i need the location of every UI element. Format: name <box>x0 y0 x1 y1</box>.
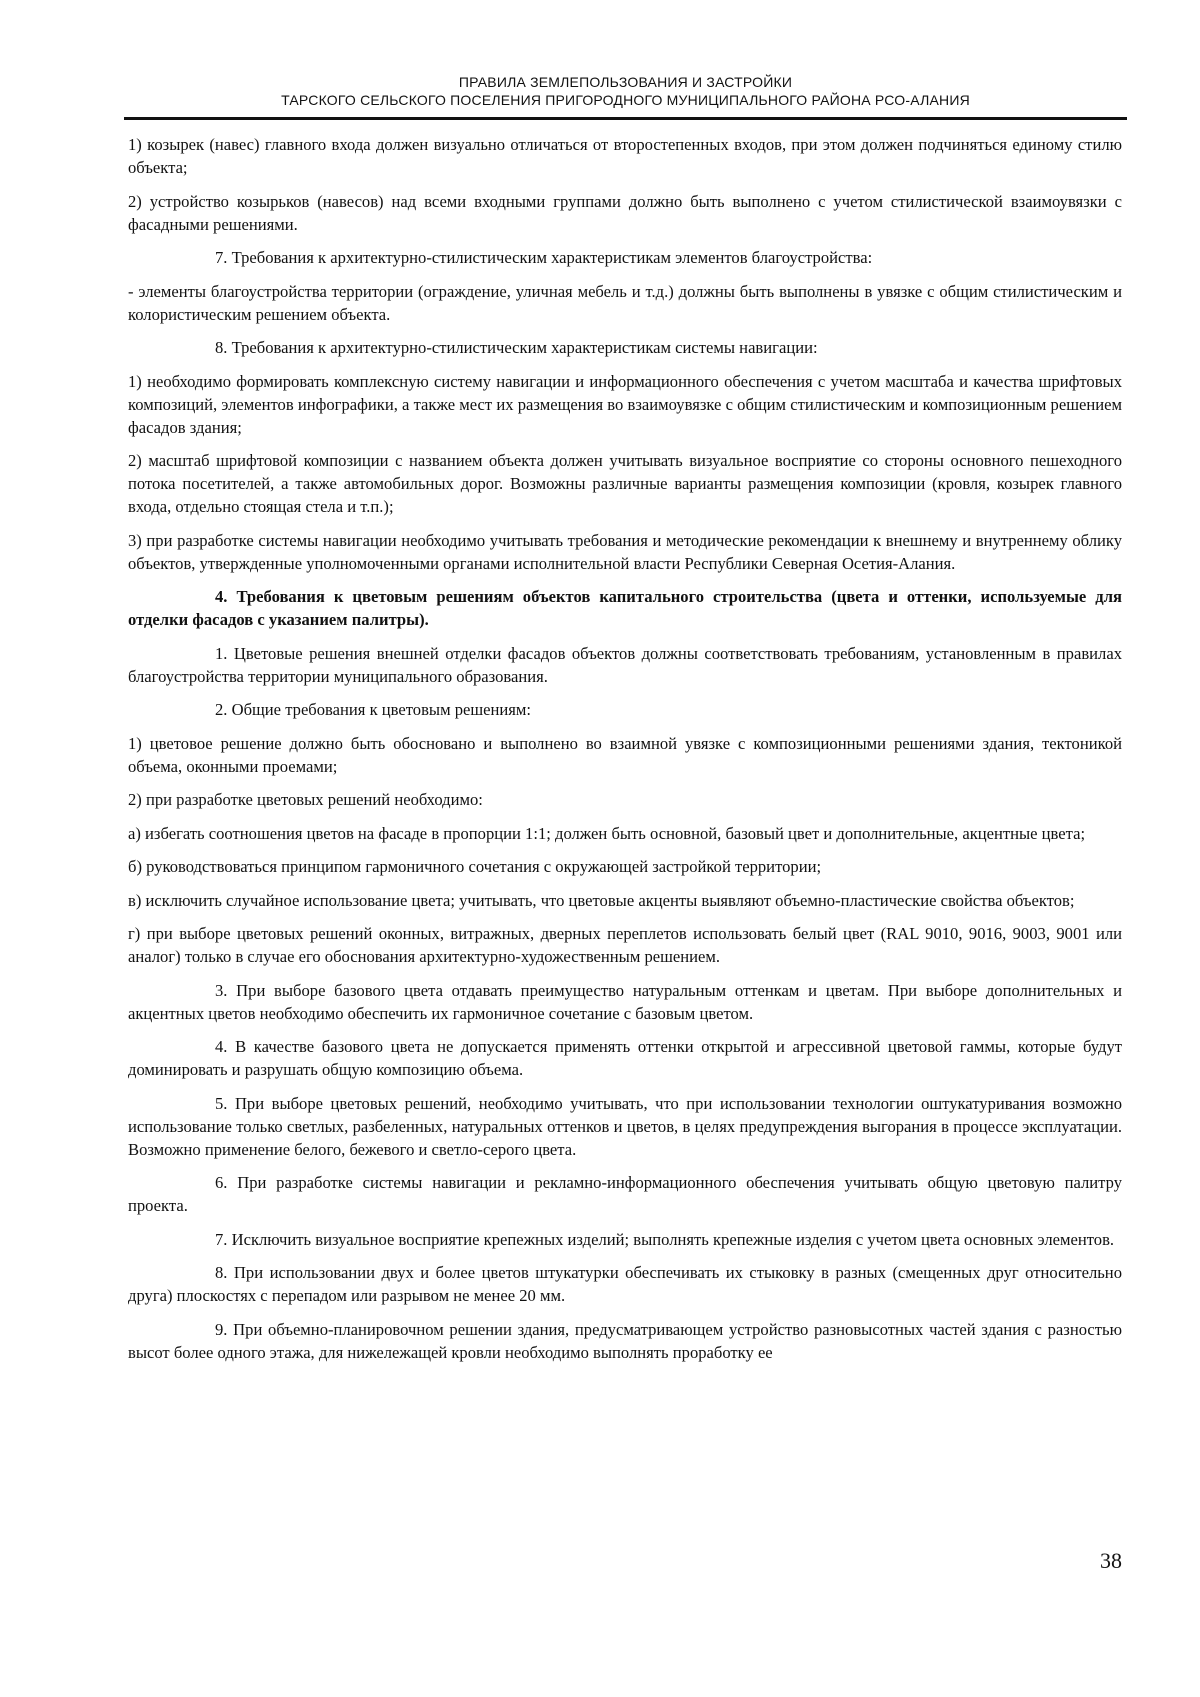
paragraph: а) избегать соотношения цветов на фасаде в пропорции 1:1; должен быть основной, базовый цвет и дополнительные, акцентные цвета; <box>128 823 1086 843</box>
paragraph: 3) при разработке системы навигации необходимо учитывать требования и методические рекомендации к внешнему и внутреннему облику объектов, утвержденные уполномоченными органами исполнительной власти Республики Северная Осетия-Алания. <box>128 530 1122 573</box>
paragraph: 7. Требования к архитектурно-стилистическим характеристикам элементов благоустройства: <box>215 248 873 267</box>
paragraph: 3. При выборе базового цвета отдавать преимущество натуральным оттенкам и цветам. При выборе дополнительных и акцентных цветов необходимо обеспечить их гармоничное сочетание с базовым цветом. <box>128 980 1122 1023</box>
header-title-line1: ПРАВИЛА ЗЕМЛЕПОЛЬЗОВАНИЯ И ЗАСТРОЙКИ <box>458 74 793 90</box>
paragraph: 1) необходимо формировать комплексную систему навигации и информационного обеспечения с учетом масштаба и качества шрифтовых композиций, элементов инфографики, а также мест их размещения во взаимоувязке с общим стилистическим и композиционным решением фасадов здания; <box>128 371 1122 437</box>
paragraph: 2) масштаб шрифтовой композиции с названием объекта должен учитывать визуальное восприятие со стороны основного пешеходного потока посетителей, а также автомобильных дорог. Возможны различные варианты размещения композиции (кровля, козырек главного входа, отдельно стоящая стела и т.п.); <box>128 451 1122 516</box>
paragraph: 6. При разработке системы навигации и рекламно-информационного обеспечения учитывать общую цветовую палитру проекта. <box>128 1173 1122 1215</box>
paragraph: 8. Требования к архитектурно-стилистическим характеристикам системы навигации: <box>215 338 818 357</box>
paragraph: 2. Общие требования к цветовым решениям: <box>215 700 532 719</box>
paragraph: 8. При использовании двух и более цветов штукатурки обеспечивать их стыковку в разных (смещенных друг относительно друга) плоскостях с перепадом или разрывом не менее 20 мм. <box>128 1263 1122 1305</box>
paragraph: 2) при разработке цветовых решений необходимо: <box>128 790 483 809</box>
paragraph: - элементы благоустройства территории (ограждение, уличная мебель и т.д.) должны быть выполнены в увязке с общим стилистическим и колористическим решением объекта. <box>128 281 1122 324</box>
paragraph: б) руководствоваться принципом гармоничного сочетания с окружающей застройкой территории; <box>128 857 822 876</box>
paragraph: 4. В качестве базового цвета не допускается применять оттенки открытой и агрессивной цветовой гаммы, которые будут доминировать и разрушать общую композицию объема. <box>128 1037 1122 1079</box>
paragraph: 1. Цветовые решения внешней отделки фасадов объектов должны соответствовать требованиям, установленным в правилах благоустройства территории муниципального образования. <box>128 643 1122 686</box>
header-divider <box>124 117 1127 120</box>
page-number: 38 <box>1100 1548 1122 1573</box>
paragraph: 5. При выборе цветовых решений, необходимо учитывать, что при использовании технологии оштукатуривания возможно использование только светлых, разбеленных, натуральных оттенков и цветов, в целях предупреждения выгорания в процессе эксплуатации. Возможно применение белого, бежевого и светло-серого цвета. <box>128 1093 1122 1159</box>
paragraph: 7. Исключить визуальное восприятие крепежных изделий; выполнять крепежные изделия с учетом цвета основных элементов. <box>215 1229 1115 1249</box>
paragraph: в) исключить случайное использование цвета; учитывать, что цветовые акценты выявляют объемно-пластические свойства объектов; <box>128 890 1075 910</box>
paragraph: 1) цветовое решение должно быть обосновано и выполнено во взаимной увязке с композиционными решениями здания, тектоникой объема, оконными проемами; <box>128 733 1122 776</box>
paragraph: 9. При объемно-планировочном решении здания, предусматривающем устройство разновысотных частей здания с разностью высот более одного этажа, для нижележащей кровли необходимо выполнять проработку ее <box>128 1319 1122 1362</box>
document-body <box>128 133 1122 1374</box>
paragraph: 1) козырек (навес) главного входа должен визуально отличаться от второстепенных входов, при этом должен подчиняться единому стилю объекта; <box>128 135 1122 177</box>
running-header <box>124 73 1127 109</box>
paragraph: г) при выборе цветовых решений оконных, витражных, дверных переплетов использовать белый цвет (RAL 9010, 9016, 9003, 9001 или аналог) только в случае его обоснования архитектурно-художественным решением. <box>128 924 1122 966</box>
section-heading: 4. Требования к цветовым решениям объектов капитального строительства (цвета и оттенки, используемые для отделки фасадов с указанием палитры). <box>128 587 1122 629</box>
header-title-line2: ТАРСКОГО СЕЛЬСКОГО ПОСЕЛЕНИЯ ПРИГОРОДНОГО МУНИЦИПАЛЬНОГО РАЙОНА РСО-АЛАНИЯ <box>281 92 970 108</box>
paragraph: 2) устройство козырьков (навесов) над всеми входными группами должно быть выполнено с учетом стилистической взаимоувязки с фасадными решениями. <box>128 191 1122 234</box>
